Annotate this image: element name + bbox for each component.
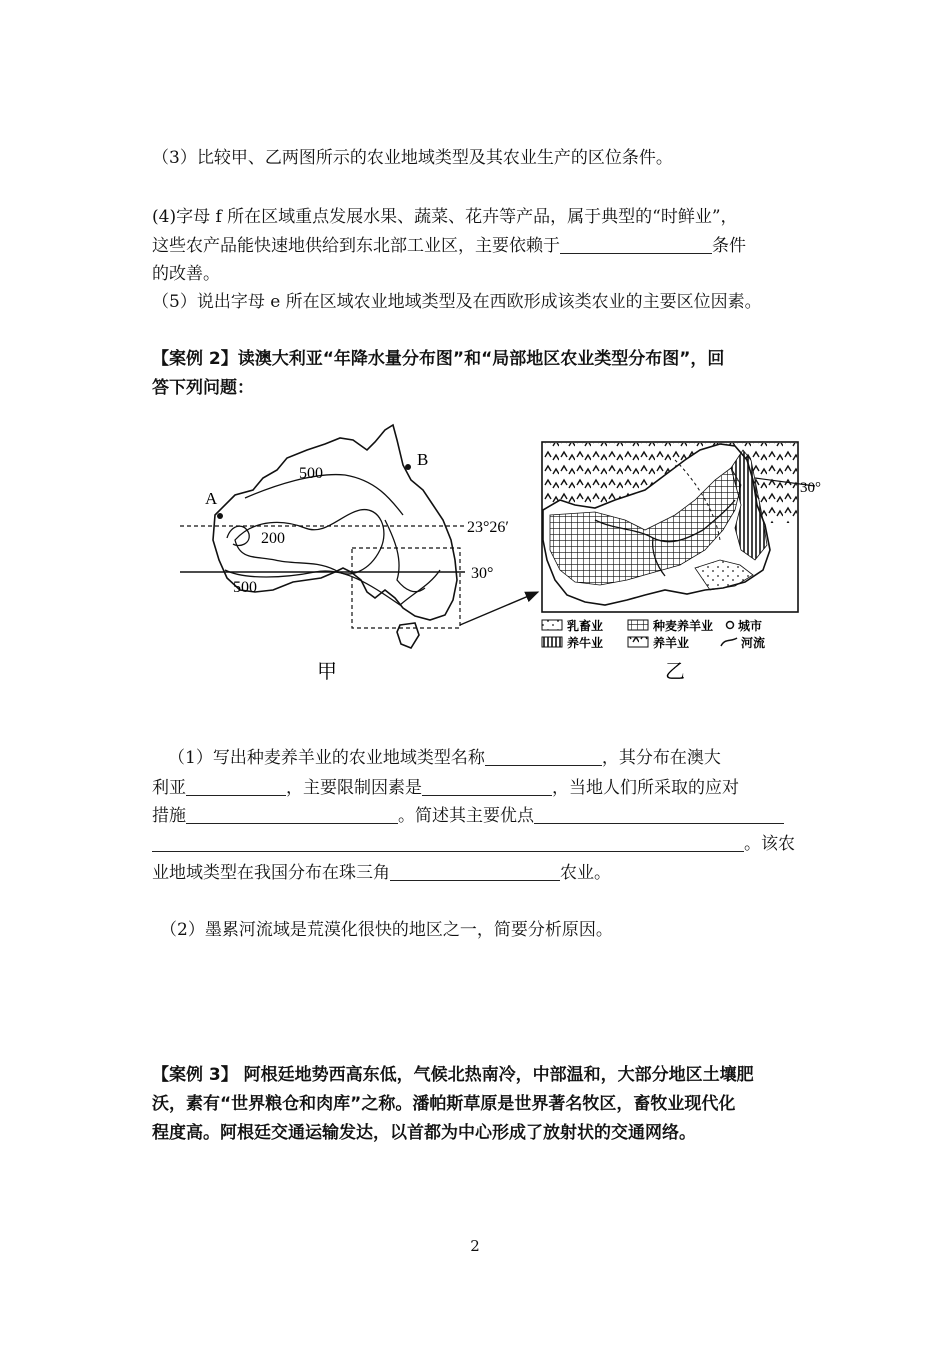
legend-river-label: 河流 bbox=[741, 636, 766, 650]
case-2-heading-line-1: 【案例 2】读澳大利亚“年降水量分布图”和“局部地区农业类型分布图”，回 bbox=[152, 349, 725, 369]
isohyet-500-south bbox=[225, 570, 440, 605]
maps-svg bbox=[175, 420, 821, 688]
case-2-heading-line-2: 答下列问题： bbox=[152, 378, 254, 398]
map-b-legend bbox=[542, 618, 765, 650]
tasmania-outline bbox=[397, 623, 419, 648]
case-2-q1-text-f: 措施 bbox=[152, 806, 186, 826]
legend-river-icon bbox=[721, 638, 737, 646]
question-5: （5）说出字母 e 所在区域农业地域类型及在西欧形成该类农业的主要区位因素。 bbox=[152, 292, 762, 312]
legend-wheat-sheep-label: 种麦养羊业 bbox=[653, 619, 714, 633]
answer-blank[interactable] bbox=[390, 862, 560, 881]
map-a-rainfall bbox=[180, 425, 509, 683]
map-b-caption: 乙 bbox=[665, 659, 685, 683]
answer-blank[interactable] bbox=[534, 805, 784, 824]
case-2-q1-text-b: ，其分布在澳大 bbox=[601, 748, 721, 768]
isohyet-200-label: 200 bbox=[261, 530, 285, 547]
answer-blank[interactable] bbox=[560, 235, 712, 254]
answer-blank[interactable] bbox=[152, 833, 744, 852]
answer-blank[interactable] bbox=[485, 747, 602, 766]
question-4-line-3: 的改善。 bbox=[152, 264, 220, 284]
case-2-q1-text-g: 。简述其主要优点 bbox=[398, 806, 534, 826]
case-2-q1-line-5 bbox=[152, 861, 611, 885]
latitude-30-label-a: 30° bbox=[471, 565, 494, 582]
case-3-line-1: 【案例 3】 阿根廷地势西高东低，气候北热南冷，中部温和，大部分地区土壤肥 bbox=[152, 1065, 754, 1085]
legend-cattle-label: 养牛业 bbox=[567, 636, 604, 650]
answer-blank[interactable] bbox=[422, 777, 552, 796]
isohyet-east bbox=[385, 520, 425, 592]
legend-city-label: 城市 bbox=[738, 619, 763, 633]
point-b-marker bbox=[405, 464, 411, 470]
isohyet-500-north-label: 500 bbox=[299, 465, 323, 482]
answer-blank[interactable] bbox=[186, 805, 398, 824]
case-2-q1-text-c: 利亚 bbox=[152, 778, 186, 798]
question-4-text-a: 这些农产品能快速地供给到东北部工业区，主要依赖于 bbox=[152, 236, 560, 256]
tropic-label: 23°26′ bbox=[467, 519, 509, 536]
case-2-q1-text-h: 。该农 bbox=[744, 834, 795, 854]
legend-sheep-swatch bbox=[628, 637, 648, 647]
legend-dairy-label: 乳畜业 bbox=[567, 619, 604, 633]
legend-dairy-swatch bbox=[542, 620, 562, 630]
case-3-line-2: 沃，素有“世界粮仓和肉库”之称。潘帕斯草原是世界著名牧区，畜牧业现代化 bbox=[152, 1094, 736, 1114]
case-3-line-3: 程度高。阿根廷交通运输发达，以首都为中心形成了放射状的交通网络。 bbox=[152, 1123, 696, 1143]
page-number: 2 bbox=[470, 1237, 480, 1255]
case-2-q1-text-e: ，当地人们所采取的应对 bbox=[552, 778, 739, 798]
map-a-caption: 甲 bbox=[317, 659, 337, 683]
isohyet-500-north bbox=[245, 475, 403, 515]
inset-arrow bbox=[460, 592, 538, 625]
legend-city-icon bbox=[727, 622, 734, 629]
point-b-label: B bbox=[417, 450, 429, 469]
point-a-label: A bbox=[205, 489, 218, 508]
case-2-q1-text-i: 业地域类型在我国分布在珠三角 bbox=[152, 863, 390, 883]
legend-wheat-sheep-swatch bbox=[628, 620, 648, 630]
legend-cattle-swatch bbox=[542, 637, 562, 647]
point-a-marker bbox=[217, 513, 223, 519]
question-4-text-b: 条件 bbox=[712, 236, 746, 256]
case-2-q1-text-j: 农业。 bbox=[560, 863, 611, 883]
answer-blank[interactable] bbox=[186, 777, 286, 796]
case-2-q1-line-1 bbox=[168, 746, 721, 770]
question-3: （3）比较甲、乙两图所示的农业地域类型及其农业生产的区位条件。 bbox=[152, 148, 673, 168]
australia-maps-figure bbox=[175, 420, 821, 688]
question-4-line-1: (4)字母 f 所在区域重点发展水果、蔬菜、花卉等产品，属于典型的“时鲜业”， bbox=[152, 207, 738, 227]
latitude-30-label-b: 30° bbox=[800, 480, 821, 496]
legend-sheep-label: 养羊业 bbox=[653, 636, 690, 650]
case-2-q2: （2）墨累河流域是荒漠化很快的地区之一，简要分析原因。 bbox=[160, 920, 613, 940]
isohyet-500-south-label: 500 bbox=[233, 579, 257, 596]
case-2-q1-line-4 bbox=[152, 832, 795, 856]
case-2-q1-line-3 bbox=[152, 804, 784, 828]
map-b-agriculture bbox=[542, 442, 821, 683]
case-2-q1-line-2 bbox=[152, 776, 739, 800]
isohyet-200 bbox=[235, 510, 384, 574]
question-4-line-2 bbox=[152, 234, 746, 258]
case-2-q1-text-d: ，主要限制因素是 bbox=[286, 778, 422, 798]
case-2-q1-text-a: （1）写出种麦养羊业的农业地域类型名称 bbox=[168, 748, 485, 768]
isohyet-inner bbox=[227, 526, 249, 545]
